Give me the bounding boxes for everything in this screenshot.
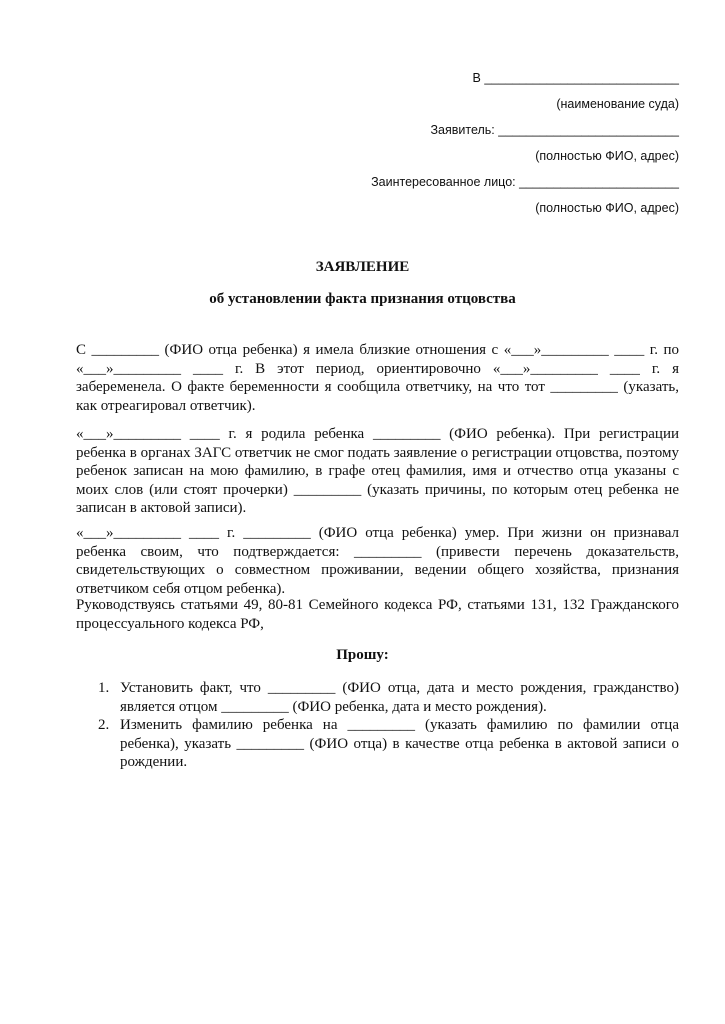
applicant-line: Заявитель: __________________________ bbox=[430, 123, 679, 137]
interested-party-line: Заинтересованное лицо: _______________________ bbox=[371, 175, 679, 189]
list-item bbox=[76, 716, 679, 772]
court-caption: (наименование суда) bbox=[556, 97, 679, 111]
document-subtitle: об установлении факта признания отцовства bbox=[209, 291, 516, 307]
document-title: ЗАЯВЛЕНИЕ bbox=[315, 259, 410, 275]
paragraph-birth: «___»_________ ____ г. я родила ребенка _________ (ФИО ребенка). При регистрации ребенка в органах ЗАГС ответчик не смог подать заявление о регистрации отцовства, поэтому ребенок записан на мою фамилию, в графе отец фамилия, имя и отчество отца указаны с моих слов (или стоят прочерки) _________ (указать причины, по которым отец ребенка не записан в актовой записи). bbox=[76, 426, 679, 517]
interested-party-caption: (полностью ФИО, адрес) bbox=[535, 201, 679, 215]
request-list bbox=[76, 679, 679, 772]
applicant-caption: (полностью ФИО, адрес) bbox=[535, 149, 679, 163]
paragraph-death: «___»_________ ____ г. _________ (ФИО отца ребенка) умер. При жизни он признавал ребенка своим, что подтверждается: _________ (привести перечень доказательств, свидетельствующих о совместном проживании, ведении общего хозяйства, признания ответчиком себя отцом ребенка). bbox=[76, 525, 679, 597]
list-item-text: Изменить фамилию ребенка на _________ (указать фамилию по фамилии отца ребенка), указать _________ (ФИО отца) в качестве отца ребенка в актовой записи о рождении. bbox=[120, 717, 679, 771]
paragraph-legal-basis: Руководствуясь статьями 49, 80-81 Семейного кодекса РФ, статьями 131, 132 Гражданского процессуального кодекса РФ, bbox=[76, 597, 679, 632]
court-line: В ____________________________ bbox=[472, 71, 679, 85]
list-item-number: 2. bbox=[98, 717, 110, 734]
paragraph-relationship: С _________ (ФИО отца ребенка) я имела близкие отношения с «___»_________ ____ г. по «___»_________ ____ г. В этот период, ориентировочно «___»_________ ____ г. я забеременела. О факте беременности я сообщила ответчику, на что тот _________ (указать, как отреагировал ответчик). bbox=[76, 342, 679, 414]
list-item-number: 1. bbox=[98, 680, 110, 696]
list-item bbox=[76, 679, 679, 716]
list-item-text: Установить факт, что _________ (ФИО отца, дата и место рождения, гражданство) является отцом _________ (ФИО ребенка, дата и место рождения). bbox=[120, 680, 679, 715]
request-heading: Прошу: bbox=[336, 647, 389, 663]
